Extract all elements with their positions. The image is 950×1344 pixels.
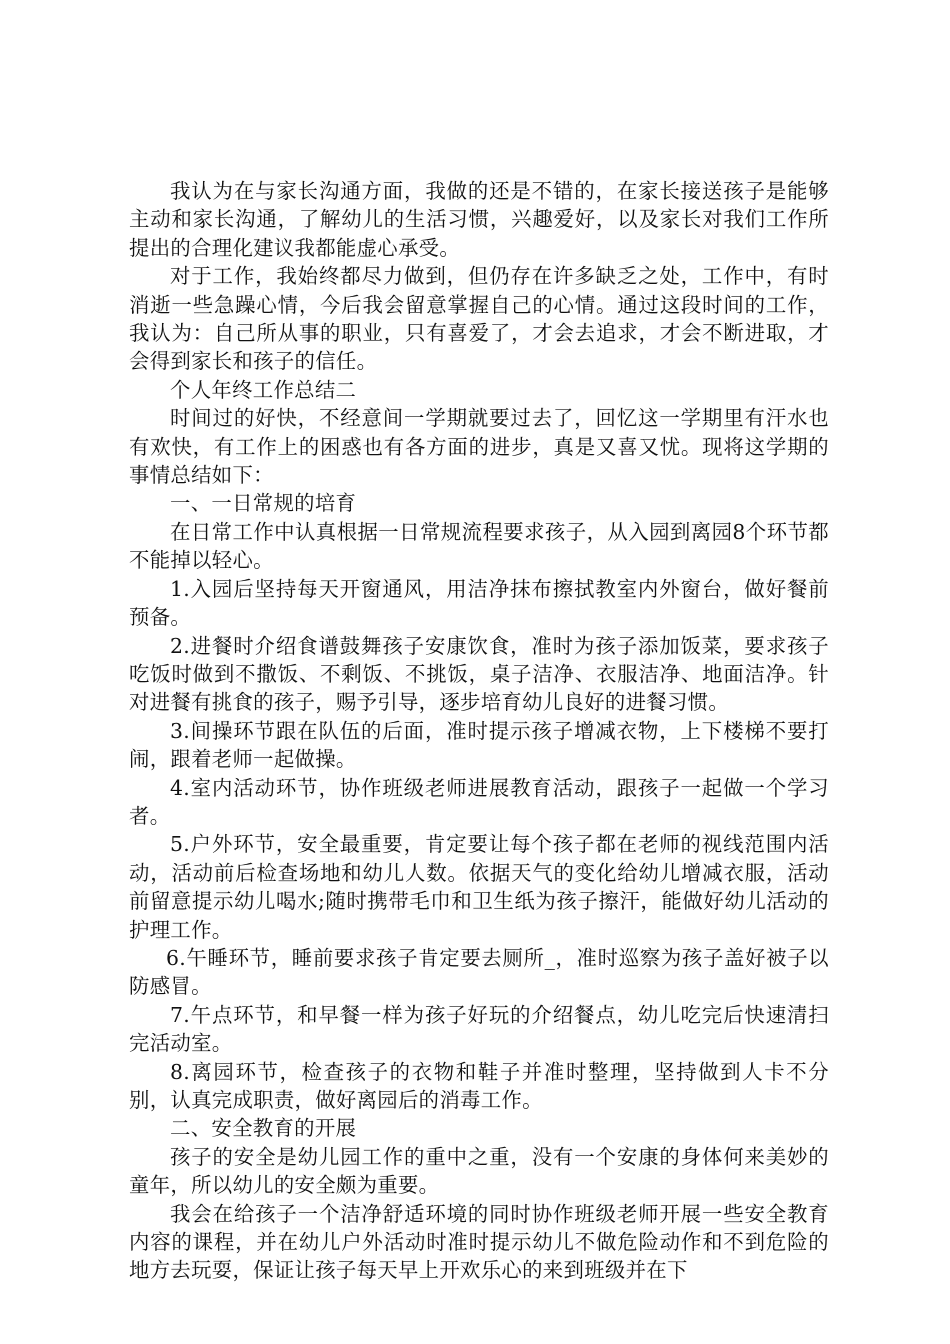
paragraph-safety-importance: 孩子的安全是幼儿园工作的重中之重，没有一个安康的身体何来美妙的童年，所以幼儿的安全颇为重要。 <box>129 1144 829 1198</box>
list-item-outdoor: 5.户外环节，安全最重要，肯定要让每个孩子都在老师的视线范围内活动，活动前后检查场地和幼儿人数。依据天气的变化给幼儿增减衣服，活动前留意提示幼儿喝水;随时携带毛巾和卫生纸为孩子擦汗，能做好幼儿活动的护理工作。 <box>129 832 829 942</box>
paragraph-daily-routine: 在日常工作中认真根据一日常规流程要求孩子，从入园到离园8个环节都不能掉以轻心。 <box>129 519 829 573</box>
heading-safety-education: 二、安全教育的开展 <box>170 1116 357 1141</box>
paragraph-work-attitude: 对于工作，我始终都尽力做到，但仍存在许多缺乏之处，工作中，有时消逝一些急躁心情，今后我会留意掌握自己的心情。通过这段时间的工作，我认为：自己所从事的职业，只有喜爱了，才会去追求，才会不断进取，才会得到家长和孩子的信任。 <box>129 264 829 374</box>
list-item-snack: 7.午点环节，和早餐一样为孩子好玩的介绍餐点，幼儿吃完后快速清扫完活动室。 <box>129 1002 829 1056</box>
heading-daily-routine: 一、一日常规的培育 <box>170 491 357 516</box>
paragraph-safety-courses: 我会在给孩子一个洁净舒适环境的同时协作班级老师开展一些安全教育内容的课程，并在幼儿户外活动时准时提示幼儿不做危险动作和不到危险的地方去玩耍，保证让孩子每天早上开欢乐心的来到班级并在下 <box>129 1201 829 1283</box>
list-item-arrival: 1.入园后坚持每天开窗通风，用洁净抹布擦拭教室内外窗台，做好餐前预备。 <box>129 576 829 630</box>
list-item-exercise: 3.间操环节跟在队伍的后面，准时提示孩子增减衣物，上下楼梯不要打闹，跟着老师一起做操。 <box>129 718 829 772</box>
paragraph-parent-communication: 我认为在与家长沟通方面，我做的还是不错的，在家长接送孩子是能够主动和家长沟通，了解幼儿的生活习惯，兴趣爱好，以及家长对我们工作所提出的合理化建议我都能虚心承受。 <box>129 179 829 260</box>
list-item-nap: 6.午睡环节，睡前要求孩子肯定要去厕所_，准时巡察为孩子盖好被子以防感冒。 <box>129 945 829 999</box>
list-item-meals: 2.进餐时介绍食谱鼓舞孩子安康饮食，准时为孩子添加饭菜，要求孩子吃饭时做到不撒饭、不剩饭、不挑饭，桌子洁净、衣服洁净、地面洁净。针对进餐有挑食的孩子，赐予引导，逐步培育幼儿良好的进餐习惯。 <box>129 633 829 715</box>
section-title-summary-two: 个人年终工作总结二 <box>170 377 357 402</box>
paragraph-semester-intro: 时间过的好快，不经意间一学期就要过去了，回忆这一学期里有汗水也有欢快，有工作上的困惑也有各方面的进步，真是又喜又忧。现将这学期的事情总结如下： <box>129 406 829 488</box>
list-item-departure: 8.离园环节，检查孩子的衣物和鞋子并准时整理，坚持做到人卡不分别，认真完成职责，做好离园后的消毒工作。 <box>129 1059 829 1112</box>
list-item-indoor-activity: 4.室内活动环节，协作班级老师进展教育活动，跟孩子一起做一个学习者。 <box>129 775 829 828</box>
document-body <box>129 177 829 1285</box>
